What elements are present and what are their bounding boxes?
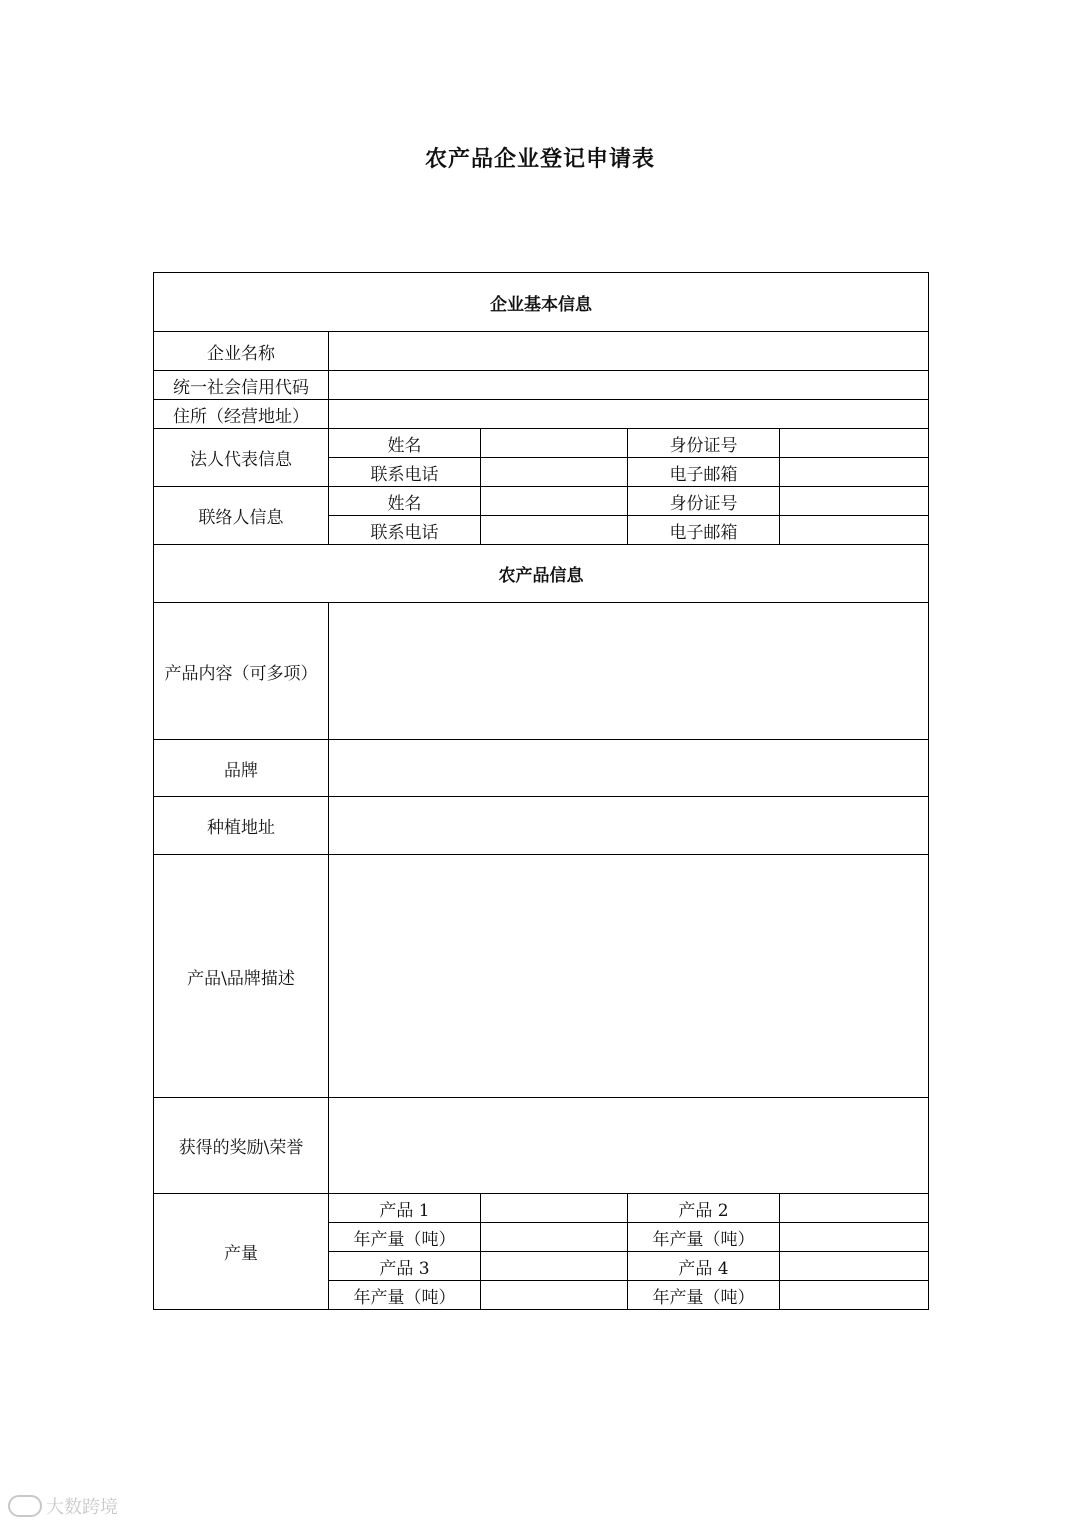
annual-output-1-field[interactable] [481, 1223, 628, 1252]
label-plant-address: 种植地址 [154, 797, 329, 855]
product-2-field[interactable] [780, 1194, 929, 1223]
label-output: 产量 [154, 1194, 329, 1310]
label-product-content: 产品内容（可多项） [154, 603, 329, 740]
label-annual-output-1: 年产量（吨） [329, 1223, 481, 1252]
product-4-field[interactable] [780, 1252, 929, 1281]
label-company-name: 企业名称 [154, 332, 329, 371]
page-title: 农产品企业登记申请表 [424, 147, 655, 172]
label-annual-output-4: 年产量（吨） [628, 1281, 780, 1310]
legal-rep-phone-field[interactable] [481, 458, 628, 487]
registration-form [153, 272, 929, 1310]
watermark-logo-icon [8, 1495, 42, 1517]
label-address: 住所（经营地址） [154, 400, 329, 429]
watermark [8, 1493, 118, 1519]
awards-field[interactable] [329, 1098, 929, 1194]
brand-field[interactable] [329, 740, 929, 797]
label-product-2: 产品 2 [628, 1194, 780, 1223]
company-name-field[interactable] [329, 332, 929, 371]
label-annual-output-3: 年产量（吨） [329, 1281, 481, 1310]
label-contact-email: 电子邮箱 [628, 516, 780, 545]
label-brand: 品牌 [154, 740, 329, 797]
section-product-info: 农产品信息 [154, 545, 929, 603]
label-contact: 联络人信息 [154, 487, 329, 545]
credit-code-field[interactable] [329, 371, 929, 400]
label-legal-rep-phone: 联系电话 [329, 458, 481, 487]
label-description: 产品\品牌描述 [154, 855, 329, 1098]
label-legal-rep: 法人代表信息 [154, 429, 329, 487]
contact-id-field[interactable] [780, 487, 929, 516]
label-awards: 获得的奖励\荣誉 [154, 1098, 329, 1194]
product-content-field[interactable] [329, 603, 929, 740]
product-1-field[interactable] [481, 1194, 628, 1223]
label-legal-rep-name: 姓名 [329, 429, 481, 458]
annual-output-3-field[interactable] [481, 1281, 628, 1310]
contact-email-field[interactable] [780, 516, 929, 545]
label-contact-id: 身份证号 [628, 487, 780, 516]
label-product-3: 产品 3 [329, 1252, 481, 1281]
legal-rep-id-field[interactable] [780, 429, 929, 458]
legal-rep-email-field[interactable] [780, 458, 929, 487]
plant-address-field[interactable] [329, 797, 929, 855]
legal-rep-name-field[interactable] [481, 429, 628, 458]
label-contact-name: 姓名 [329, 487, 481, 516]
label-annual-output-2: 年产量（吨） [628, 1223, 780, 1252]
label-contact-phone: 联系电话 [329, 516, 481, 545]
annual-output-2-field[interactable] [780, 1223, 929, 1252]
label-product-4: 产品 4 [628, 1252, 780, 1281]
annual-output-4-field[interactable] [780, 1281, 929, 1310]
contact-phone-field[interactable] [481, 516, 628, 545]
watermark-text: 大数跨境 [46, 1497, 118, 1518]
label-legal-rep-id: 身份证号 [628, 429, 780, 458]
address-field[interactable] [329, 400, 929, 429]
label-credit-code: 统一社会信用代码 [154, 371, 329, 400]
label-product-1: 产品 1 [329, 1194, 481, 1223]
description-field[interactable] [329, 855, 929, 1098]
contact-name-field[interactable] [481, 487, 628, 516]
product-3-field[interactable] [481, 1252, 628, 1281]
label-legal-rep-email: 电子邮箱 [628, 458, 780, 487]
section-basic-info: 企业基本信息 [154, 273, 929, 332]
